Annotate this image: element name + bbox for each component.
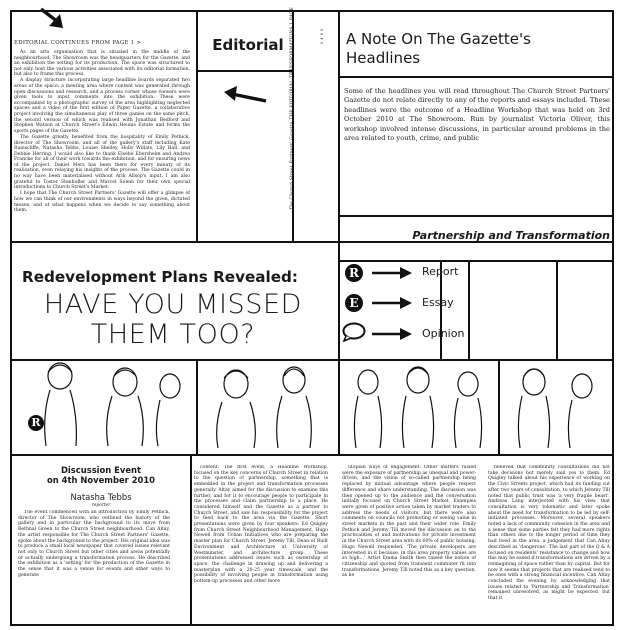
article-column-2	[194, 465, 328, 622]
editorial-body	[14, 50, 190, 214]
arrow-right-icon	[370, 297, 414, 309]
article-column-4	[488, 465, 610, 622]
continues-arrow: >	[136, 40, 142, 46]
article-paragraph: The event commenced with an introduction by Emily Pethick, director of The Showroom, who outlined the history of the gallery and in particular the background to its move from Bethnal Green to the Church Street neighbourhood. Can Altay, the artist responsible for The Church Street Partners' Gazette, spoke about the background to the project. His original idea was to produce a small local newspaper that covered issues relevant not only to Church Street but other cities and areas potentially or actually undergoing a transformation process. He described the exhibition as a 'setting' for the production of the Gazette in the sense that it was a venue for events and other ways to generate	[18, 510, 170, 578]
editorial-paragraph: I hope that The Church Street Partners' Gazette will offer a glimpse of how we can think of our environments in ways beyond the given, dictated means, and of what happens when we decide to say something about them.	[14, 191, 190, 214]
panel-illustration	[338, 356, 498, 448]
article-paragraph: content. The first event, a Headline Workshop, focused on the key concerns of Church Street in relation to the question of partnership, something that is embedded in the project and transformation processes generally. Altay aimed for the discussion to examine this further, and for it to encourage people to participate in the processes and claim partnership to a place. He considered himself and the Gazette as a partner to Church Street, and saw his responsibility for the project to feed back to the area via the Gazette. Short presentations were given by four speakers: Ed Quigley from Church Street Neighbourhood Management, Hugo Newell from Urban Initiatives who are preparing the master plan for Church Street, Jeremy Till, Dean of Built Environment and Architecture at University of Westminster, and architecture group. These presentations addressed issues such as ownership of space, the challenge in drawing up and delivering a masterplan with a 20-25 year timescale, and the possibility of involving people in transformation using bottom-up processes and other more	[194, 465, 328, 585]
divider	[196, 12, 198, 241]
article-column-1	[18, 510, 170, 622]
spine-code: 5 4 0 0	[320, 28, 324, 44]
audience-illustration	[20, 356, 190, 448]
headline-main	[14, 290, 332, 350]
continues-note	[14, 40, 190, 46]
headline-line: HAVE YOU MISSED	[43, 289, 303, 320]
speaker-illustration	[194, 356, 334, 448]
divider	[338, 76, 614, 78]
continues-label: EDITORIAL CONTINUES FROM PAGE 1	[14, 40, 135, 46]
essay-badge-icon: E	[345, 294, 363, 312]
divider	[338, 12, 340, 359]
article-title-line: Discussion Event	[60, 465, 142, 475]
note-title: A Note On The Gazette's Headlines	[346, 30, 531, 67]
divider	[468, 260, 470, 359]
article-title-line: on 4th November 2010	[47, 475, 155, 485]
editorial-paragraph: A display structure incorporating large headline boards separated two areas of the space: a meeting area where content was generated through open discussions and research, and a process corner whose viewers were given tools to input comments into the exhibition. These were accompanied by a photographic survey of the area highlighting neglected spaces and a video of the first edition of Paper Gazette, a collaborative project involving the simultaneous play of three games on the same pitch, the second version of which was realised with Jonathan Bedford and Stephen Watson at Church Street's Edwin Heunis Estate and forms the sports pages of the Gazette.	[14, 78, 190, 134]
editorial-title: Editorial	[212, 36, 284, 54]
article-author: Natasha Tebbs	[70, 492, 132, 502]
editorial-paragraph: The Gazette greatly benefited from the hospitality of Emily Pethick, director of The Showroom, and all of the gallery's staff including Kate Rainscliffe, Natasha Tebbs, Louise Shelley, Holly Willats, Lily Hall, and Debbie Herring. I would also like to thank Elsebe Ebersheim and Andrea Francke for all of their work towards the exhibition, and for ensuring news of the project, Daniel Merz has been there for every minuty of its realisation, even relaying his insights of the process. The Gazette could in no way have been materialised without Arik Allsop's input. I am also grateful to Toster Stenhofler and Marcel Solem for their own special introductions to Church Street's Market.	[14, 134, 190, 191]
speech-bubble-icon	[342, 322, 366, 342]
divider	[198, 70, 292, 72]
divider	[338, 215, 614, 217]
section-header: Partnership and Transformation	[412, 229, 610, 242]
report-badge-icon: R	[28, 415, 44, 431]
editorial-column	[14, 40, 190, 240]
headline-kicker: Redevelopment Plans Revealed:	[22, 268, 298, 286]
divider	[12, 454, 614, 456]
legend-label-essay: Essay	[422, 296, 454, 309]
article-title	[18, 465, 184, 485]
article-paragraph: believed that community consultations did not take decisions but merely said yes to them. Ed Quigley talked about his experience of working on the Civic Streets project, which had its funding cut after two years of consultation, to which Jeremy Till noted that public trust was 'a very fragile beast'. Andreas Lang interjected with his view that consultation is very tokenistic and later spoke about the need for transformation to be led by self-initiated processes. Moreover, several speakers noted a lack of community cohesion in the area and a sense that some parties felt they had more rights than others due to the longer period of time they had lived in the area, a judgement that Can Altay described as 'dangerous'. The last part of the Q & A focused on residents' resistance to change and how this may be eased if transformations are driven by a reimagining of space rather than by capital. But for now it seems that projects that are realised tend to be ones with a strong financial incentive. Can Altay concluded the evening by acknowledging that issues related to 'Partnership and Transformation' remained unresolved, as might be expected, but that it	[488, 465, 610, 602]
listener-illustration	[500, 356, 610, 448]
legend-label-opinion: Opinion	[422, 327, 465, 340]
legend-label-report: Report	[422, 265, 459, 278]
headline-line: THEM TOO?	[90, 319, 256, 350]
note-body: Some of the headlines you will read throughout The Church Street Partners' Gazette do not relate directly to any of the reports and essays included. These headlines were the outcome of a Headline Workshop that was held on 3rd October 2010 at The Showroom. Run by journalist Victoria Oliver, this workshop involved intense discussions, in particular around problems in the area related to youth, crime, and public	[344, 87, 610, 143]
editorial-paragraph: As an arts organisation that is situated in the middle of the neighbourhood, The Showroom was the headquarters for the Gazette, and an exhibition the setting for its production. The space was structured to not only host the various activities associated with its editorial formation, but also to frame this process.	[14, 50, 190, 78]
article-paragraph: utopian ways of engagement. Other matters raised were the exposure of partnership as unequal and power-driven, and the vision of so-called partnership being replaced by mutual advantage where people respect difference and share understanding. The discussion was then opened up to the audience and the conversation initially focused on Church Street Market. Examples were given of positive action taken by market traders to address the needs of visitors, but there were also comments on councils not promoting or seeing value in street markets in the past and their wider role. Emily Pethick and Jeremy Till moved the discussion on to the practicalities of and motivations for private investment in the Church Street area with its 60% of public housing. Hugo Newell responded, 'The private developers are interested in it because, in this area property values are so high...' Artist Emma Smith then raised the notion of citizenship and quoted from transient commuter fit into transformations. Jeremy Till noted this as a key question, as he	[342, 465, 476, 579]
divider	[190, 454, 192, 626]
divider	[556, 260, 558, 359]
arrow-right-icon	[370, 328, 414, 340]
arrow-right-icon	[370, 267, 414, 279]
article-column-3	[342, 465, 476, 622]
article-role: reporter	[91, 503, 111, 508]
divider	[338, 260, 614, 262]
spine-running-head: The Church Street Partners' Gazette THE EDITORIAL TRANSFORMATIONS 1 PAGE	[290, 7, 295, 210]
arrow-left-icon	[220, 86, 270, 106]
arrow-down-right-icon	[38, 6, 68, 32]
report-badge-icon: R	[345, 264, 363, 282]
